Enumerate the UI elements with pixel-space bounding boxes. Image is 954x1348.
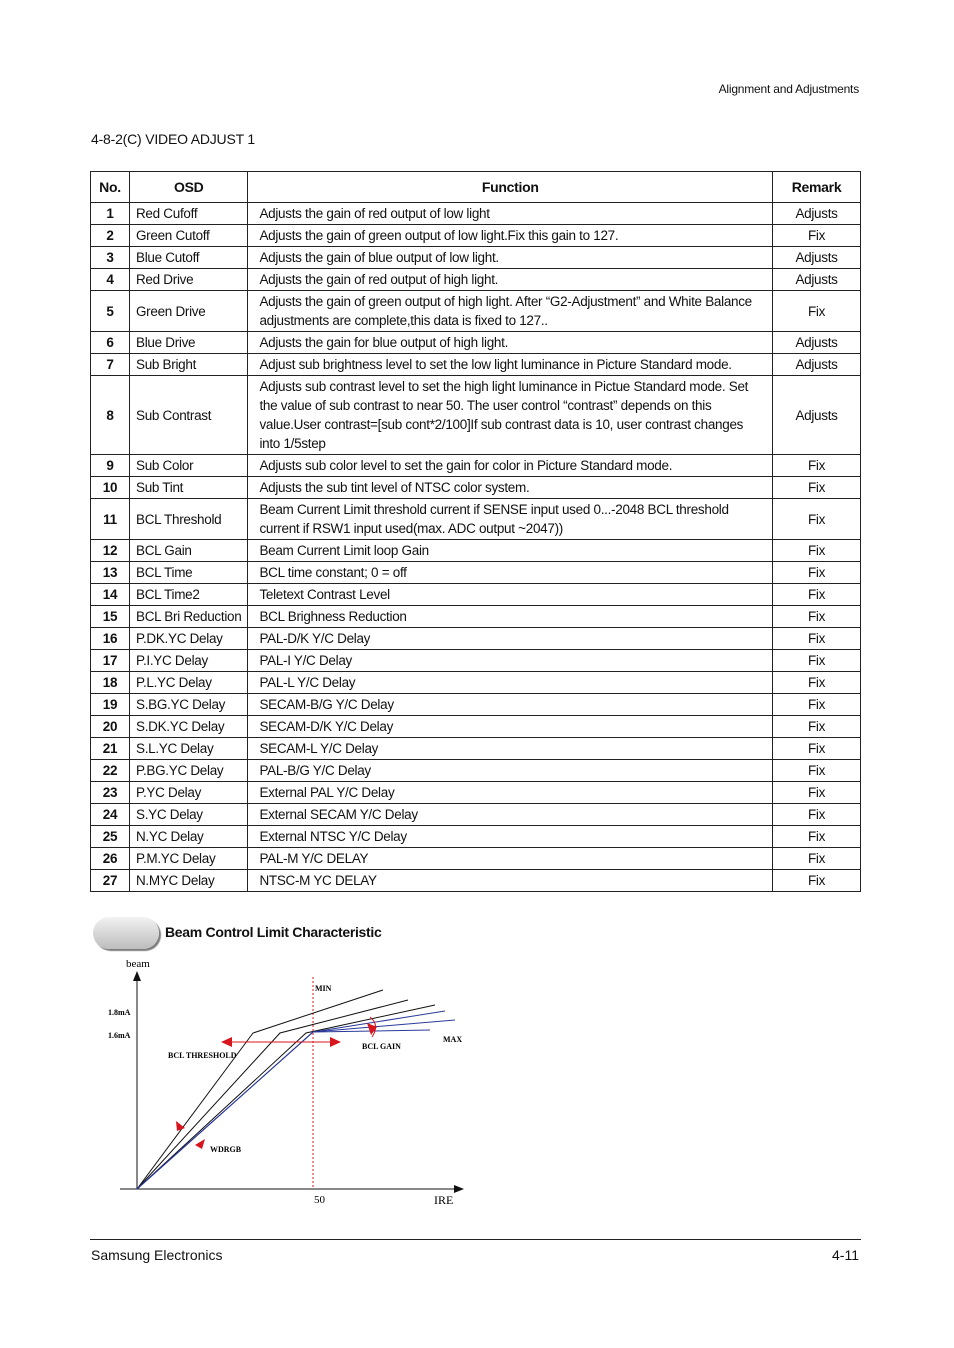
cell-function: Adjusts the gain of blue output of low light. [248, 247, 773, 269]
cell-function: PAL-B/G Y/C Delay [248, 760, 773, 782]
cell-remark: Fix [773, 716, 861, 738]
cell-osd: BCL Threshold [129, 499, 247, 540]
header-section-label: Alignment and Adjustments [718, 82, 859, 96]
cell-osd: P.BG.YC Delay [129, 760, 247, 782]
cell-function: NTSC-M YC DELAY [248, 870, 773, 892]
cell-no: 20 [91, 716, 130, 738]
cell-no: 14 [91, 584, 130, 606]
cell-no: 3 [91, 247, 130, 269]
cell-function: External SECAM Y/C Delay [248, 804, 773, 826]
curve-black-2 [137, 1000, 408, 1189]
table-row [91, 848, 861, 870]
cell-remark: Fix [773, 562, 861, 584]
cell-osd: BCL Time [129, 562, 247, 584]
cell-remark: Adjusts [773, 354, 861, 376]
cell-osd: Sub Color [129, 455, 247, 477]
cell-function: Adjusts the sub tint level of NTSC color system. [248, 477, 773, 499]
cell-osd: P.DK.YC Delay [129, 628, 247, 650]
label-max: MAX [443, 1035, 463, 1044]
cell-osd: BCL Gain [129, 540, 247, 562]
table-row [91, 562, 861, 584]
col-header-osd: OSD [129, 172, 247, 203]
table-row [91, 870, 861, 892]
cell-osd: Sub Contrast [129, 376, 247, 455]
cell-osd: Blue Cutoff [129, 247, 247, 269]
cell-function: Adjust sub brightness level to set the low light luminance in Picture Standard mode. [248, 354, 773, 376]
cell-function: Adjusts the gain of red output of low light [248, 203, 773, 225]
table-row [91, 332, 861, 354]
cell-function: External NTSC Y/C Delay [248, 826, 773, 848]
table-row [91, 672, 861, 694]
cell-remark: Fix [773, 848, 861, 870]
cell-osd: P.L.YC Delay [129, 672, 247, 694]
cell-remark: Adjusts [773, 247, 861, 269]
cell-no: 26 [91, 848, 130, 870]
table-row [91, 716, 861, 738]
table-row [91, 628, 861, 650]
col-header-function: Function [248, 172, 773, 203]
table-row [91, 376, 861, 455]
x-axis-label: IRE [434, 1193, 454, 1207]
cell-osd: Sub Bright [129, 354, 247, 376]
cell-remark: Fix [773, 606, 861, 628]
table-row [91, 738, 861, 760]
cell-no: 9 [91, 455, 130, 477]
cell-function: PAL-D/K Y/C Delay [248, 628, 773, 650]
page-title: 4-8-2(C) VIDEO ADJUST 1 [91, 131, 255, 147]
cell-remark: Adjusts [773, 332, 861, 354]
cell-function: PAL-M Y/C DELAY [248, 848, 773, 870]
cell-no: 17 [91, 650, 130, 672]
cell-function: PAL-I Y/C Delay [248, 650, 773, 672]
cell-remark: Adjusts [773, 376, 861, 455]
cell-remark: Fix [773, 738, 861, 760]
cell-remark: Adjusts [773, 269, 861, 291]
video-adjust-table [90, 171, 861, 892]
cell-osd: S.DK.YC Delay [129, 716, 247, 738]
cell-function: Teletext Contrast Level [248, 584, 773, 606]
table-row [91, 760, 861, 782]
cell-no: 19 [91, 694, 130, 716]
cell-no: 6 [91, 332, 130, 354]
cell-osd: BCL Bri Reduction [129, 606, 247, 628]
y-tick-1-6ma: 1.6mA [108, 1031, 131, 1040]
cell-function: External PAL Y/C Delay [248, 782, 773, 804]
cell-function: Beam Current Limit loop Gain [248, 540, 773, 562]
bcl-threshold-arrowhead-right [330, 1037, 341, 1047]
cell-no: 21 [91, 738, 130, 760]
curve-black-1 [137, 990, 383, 1189]
wdrgb-arrowhead-lower [195, 1139, 205, 1149]
cell-osd: Blue Drive [129, 332, 247, 354]
table-row [91, 782, 861, 804]
x-axis-arrow [454, 1185, 464, 1193]
cell-function: SECAM-L Y/C Delay [248, 738, 773, 760]
label-bcl-threshold: BCL THRESHOLD [168, 1051, 237, 1060]
table-row [91, 269, 861, 291]
cell-function: Adjusts sub contrast level to set the high light luminance in Pictue Standard mode. Set the value of sub contrast to near 50. The user control “contrast” depends on this value.User contrast=[sub cont*2/100]If sub contrast data is 10, user contrast changes into 1/5step [248, 376, 773, 455]
label-bcl-gain: BCL GAIN [362, 1042, 401, 1051]
cell-remark: Fix [773, 694, 861, 716]
label-wdrgb: WDRGB [210, 1145, 242, 1154]
cell-function: Adjusts the gain for blue output of high light. [248, 332, 773, 354]
cell-no: 7 [91, 354, 130, 376]
cell-remark: Fix [773, 455, 861, 477]
footer-page-number: 4-11 [832, 1247, 859, 1263]
cell-function: Adjusts the gain of red output of high light. [248, 269, 773, 291]
cell-no: 18 [91, 672, 130, 694]
cell-no: 11 [91, 499, 130, 540]
cell-remark: Fix [773, 477, 861, 499]
cell-no: 23 [91, 782, 130, 804]
cell-no: 24 [91, 804, 130, 826]
cell-osd: P.M.YC Delay [129, 848, 247, 870]
cell-no: 10 [91, 477, 130, 499]
x-tick-50: 50 [314, 1194, 325, 1206]
cell-no: 25 [91, 826, 130, 848]
cell-remark: Fix [773, 760, 861, 782]
table-row [91, 584, 861, 606]
table-row [91, 477, 861, 499]
cell-osd: Red Cufoff [129, 203, 247, 225]
cell-remark: Fix [773, 782, 861, 804]
cell-remark: Fix [773, 672, 861, 694]
table-row [91, 804, 861, 826]
chart-title: Beam Control Limit Characteristic [165, 924, 382, 940]
y-axis-arrow [133, 971, 141, 981]
cell-no: 2 [91, 225, 130, 247]
cell-function: Beam Current Limit threshold current if SENSE input used 0...-2048 BCL threshold current if RSW1 input used(max. ADC output ~2047)) [248, 499, 773, 540]
cell-osd: S.YC Delay [129, 804, 247, 826]
cell-remark: Adjusts [773, 203, 861, 225]
curve-blue-1 [137, 1011, 445, 1189]
cell-remark: Fix [773, 584, 861, 606]
curve-blue-2 [137, 1020, 455, 1189]
table-row [91, 225, 861, 247]
cell-no: 4 [91, 269, 130, 291]
cell-function: Adjusts the gain of green output of high light. After “G2-Adjustment” and White Balance adjustments are complete,this data is fixed to 127.. [248, 291, 773, 332]
cell-remark: Fix [773, 225, 861, 247]
cell-no: 8 [91, 376, 130, 455]
cell-no: 1 [91, 203, 130, 225]
curve-black-3 [137, 1005, 435, 1189]
cell-remark: Fix [773, 826, 861, 848]
table-row [91, 354, 861, 376]
table-row [91, 606, 861, 628]
cell-osd: N.YC Delay [129, 826, 247, 848]
cell-remark: Fix [773, 540, 861, 562]
cell-osd: S.L.YC Delay [129, 738, 247, 760]
cell-no: 5 [91, 291, 130, 332]
y-axis-label: beam [126, 958, 150, 970]
cell-osd: Green Cutoff [129, 225, 247, 247]
table-row [91, 455, 861, 477]
cell-remark: Fix [773, 870, 861, 892]
cell-no: 15 [91, 606, 130, 628]
cell-remark: Fix [773, 804, 861, 826]
cell-osd: P.YC Delay [129, 782, 247, 804]
bcl-threshold-arrowhead-left [221, 1037, 232, 1047]
col-header-no: No. [91, 172, 130, 203]
table-row [91, 499, 861, 540]
cell-osd: S.BG.YC Delay [129, 694, 247, 716]
footer-company: Samsung Electronics [91, 1247, 223, 1263]
table-row [91, 694, 861, 716]
cell-no: 27 [91, 870, 130, 892]
cell-osd: Red Drive [129, 269, 247, 291]
cell-no: 16 [91, 628, 130, 650]
cell-function: SECAM-B/G Y/C Delay [248, 694, 773, 716]
cell-no: 13 [91, 562, 130, 584]
y-tick-1-8ma: 1.8mA [108, 1008, 131, 1017]
cell-remark: Fix [773, 650, 861, 672]
cell-remark: Fix [773, 291, 861, 332]
table-row [91, 540, 861, 562]
col-header-remark: Remark [773, 172, 861, 203]
table-row [91, 247, 861, 269]
cell-osd: Green Drive [129, 291, 247, 332]
cell-remark: Fix [773, 499, 861, 540]
cell-osd: BCL Time2 [129, 584, 247, 606]
cell-no: 12 [91, 540, 130, 562]
cell-remark: Fix [773, 628, 861, 650]
table-row [91, 650, 861, 672]
footer-divider [90, 1239, 861, 1240]
cell-function: SECAM-D/K Y/C Delay [248, 716, 773, 738]
cell-function: PAL-L Y/C Delay [248, 672, 773, 694]
beam-control-chart [100, 955, 480, 1215]
cell-osd: P.I.YC Delay [129, 650, 247, 672]
cell-osd: Sub Tint [129, 477, 247, 499]
cell-no: 22 [91, 760, 130, 782]
table-header-row [91, 172, 861, 203]
cell-function: BCL Brighness Reduction [248, 606, 773, 628]
cell-function: Adjusts the gain of green output of low light.Fix this gain to 127. [248, 225, 773, 247]
label-min: MIN [315, 984, 332, 993]
table-row [91, 203, 861, 225]
cell-function: BCL time constant; 0 = off [248, 562, 773, 584]
cell-function: Adjusts sub color level to set the gain for color in Picture Standard mode. [248, 455, 773, 477]
section-bullet-pill [93, 917, 159, 949]
table-row [91, 826, 861, 848]
table-row [91, 291, 861, 332]
cell-osd: N.MYC Delay [129, 870, 247, 892]
